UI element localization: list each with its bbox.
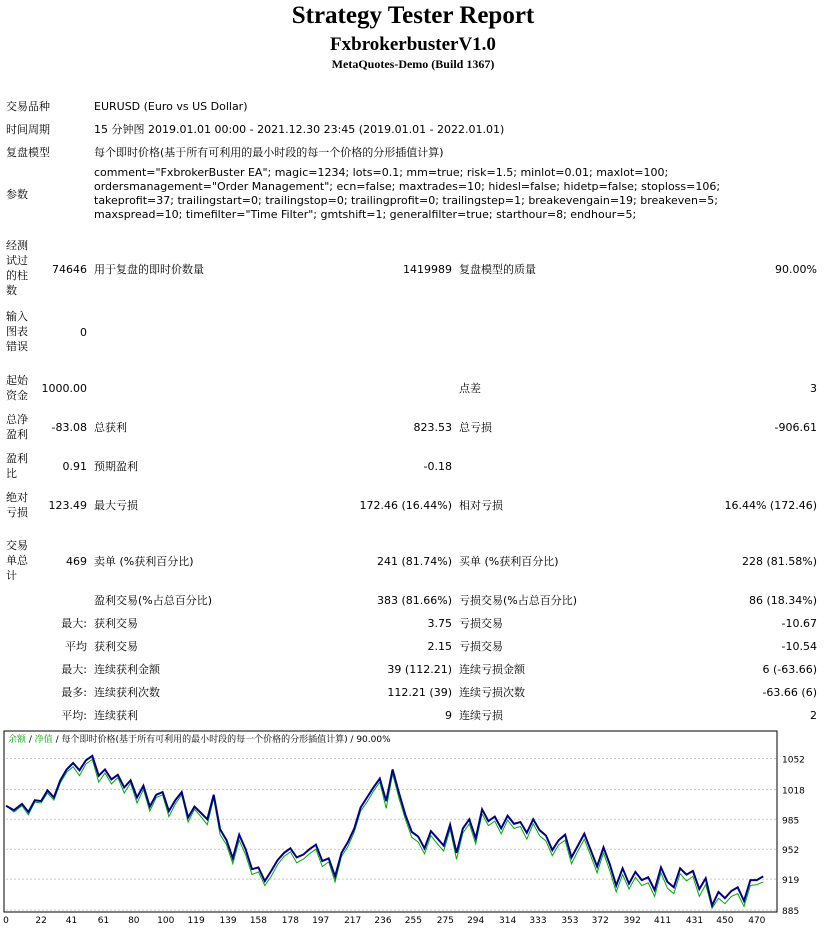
rel-dd-value: 16.44% (172.46): [724, 499, 817, 512]
gross-profit-value: 823.53: [413, 421, 452, 434]
x-tick-label: 236: [374, 916, 392, 926]
x-tick-label: 275: [436, 916, 454, 926]
maxcons-loss-label: 连续亏损金额: [459, 663, 525, 676]
x-tick-labels: [3, 916, 766, 926]
x-tick-label: 450: [716, 916, 734, 926]
x-tick-label: 470: [748, 916, 766, 926]
y-tick-label: 952: [782, 846, 800, 857]
maxcons-prefix: 最大:: [61, 663, 87, 676]
y-tick-label: 1018: [782, 786, 805, 797]
payoff-label: 预期盈利: [94, 460, 138, 473]
report-title: Strategy Tester Report: [291, 2, 535, 29]
x-tick-label: 431: [685, 916, 704, 926]
avgcons-loss-value: 2: [810, 709, 817, 722]
short-value: 241 (81.74%): [376, 555, 452, 568]
x-tick-label: 158: [249, 916, 268, 926]
maxconsp-win-label: 连续获利次数: [94, 686, 160, 699]
gross-loss-value: -906.61: [774, 421, 817, 434]
x-tick-label: 353: [561, 916, 579, 926]
largest-loss-value: -10.67: [781, 617, 817, 630]
short-label: 卖单 (%获利百分比): [94, 555, 194, 568]
x-tick-label: 80: [128, 916, 140, 926]
maxconsp-loss-label: 连续亏损次数: [459, 686, 525, 699]
abs-dd-label: 绝对亏损: [6, 491, 28, 519]
errors-label: 输入图表错误: [6, 310, 28, 353]
loss-value: 86 (18.34%): [748, 594, 817, 607]
gross-profit-label: 总获利: [94, 421, 127, 434]
x-tick-label: 41: [65, 916, 78, 926]
y-tick-label: 985: [782, 816, 800, 827]
period-value: 15 分钟图 2019.01.01 00:00 - 2021.12.30 23:45 (2019.01.01 - 2022.01.01): [94, 123, 505, 136]
x-tick-label: 314: [499, 916, 517, 926]
x-tick-label: 294: [467, 916, 485, 926]
y-tick-label: 885: [782, 907, 800, 917]
deposit-value: 1000.00: [41, 382, 87, 395]
x-tick-label: 100: [157, 916, 175, 926]
params-label: 参数: [6, 188, 28, 201]
bars-value: 74646: [52, 263, 87, 276]
y-tick-label: 919: [782, 876, 800, 887]
avg-win-value: 2.15: [427, 640, 452, 653]
errors-value: 0: [80, 326, 87, 339]
maxconsp-loss-value: -63.66 (6): [762, 686, 817, 699]
win-label: 盈利交易(%占总百分比): [94, 594, 213, 607]
quality-label: 复盘模型的质量: [459, 263, 536, 276]
balance-chart: [0, 730, 826, 929]
ticks-value: 1419989: [403, 263, 452, 276]
payoff-value: -0.18: [423, 460, 452, 473]
model-value: 每个即时价格(基于所有可利用的最小时段的每一个价格的分形插值计算): [94, 146, 444, 159]
ticks-label: 用于复盘的即时价数量: [94, 263, 204, 276]
x-tick-label: 333: [529, 916, 547, 926]
legend-balance: 余额: [8, 735, 27, 745]
avgcons-prefix: 平均:: [61, 709, 87, 722]
x-tick-label: 392: [623, 916, 641, 926]
bars-label: 经测试过的柱数: [6, 239, 28, 297]
x-tick-label: 217: [344, 916, 362, 926]
y-tick-labels: [782, 756, 805, 917]
x-tick-label: 178: [281, 916, 299, 926]
maxcons-win-value: 39 (112.21): [387, 663, 452, 676]
avg-win-label: 获利交易: [94, 640, 138, 653]
period-label: 时间周期: [6, 123, 50, 136]
x-tick-label: 22: [35, 916, 47, 926]
ea-name: FxbrokerbusterV1.0: [330, 34, 496, 55]
largest-prefix: 最大:: [61, 617, 87, 630]
x-tick-label: 197: [312, 916, 330, 926]
max-dd-label: 最大亏损: [94, 499, 138, 512]
abs-dd-value: 123.49: [48, 499, 87, 512]
maxconsp-prefix: 最多:: [61, 686, 87, 699]
avg-prefix: 平均: [65, 640, 87, 653]
maxcons-win-label: 连续获利金额: [94, 663, 160, 676]
long-label: 买单 (%获利百分比): [459, 555, 559, 568]
params-value: comment="FxbrokerBuster EA"; magic=1234; lots=0.1; mm=true; risk=1.5; minlot=0.01; maxlot=100; ordersmanagement="Order Management"; ecn=false; maxtrades=10; hidesl=false; hidetp=false; stoploss=106; takeprofit=37; trailingstart=0; trailingstop=0; trailingprofit=0; trailingstep=1; breakevengain=19; breakeven=5; maxspread=10; timefilter="Time Filter"; gmtshift=1; generalfilter=true; starthour=8; endhour=5;: [94, 166, 721, 221]
spread-label: 点差: [459, 382, 481, 395]
largest-win-value: 3.75: [427, 617, 452, 630]
x-tick-label: 139: [219, 916, 237, 926]
maxcons-loss-value: 6 (-63.66): [762, 663, 817, 676]
gross-loss-label: 总亏损: [459, 421, 492, 434]
symbol-label: 交易品种: [6, 100, 50, 113]
largest-loss-label: 亏损交易: [459, 617, 503, 630]
server-info: MetaQuotes-Demo (Build 1367): [331, 57, 495, 71]
spread-value: 3: [810, 382, 817, 395]
x-tick-label: 119: [187, 916, 205, 926]
avgcons-loss-label: 连续亏损: [459, 709, 503, 722]
avg-loss-value: -10.54: [781, 640, 817, 653]
trades-label: 交易单总计: [6, 539, 28, 582]
x-tick-label: 61: [97, 916, 110, 926]
quality-value: 90.00%: [775, 263, 817, 276]
net-value: -83.08: [51, 421, 87, 434]
avgcons-win-value: 9: [445, 709, 452, 722]
largest-win-label: 获利交易: [94, 617, 138, 630]
x-tick-label: 411: [653, 916, 672, 926]
x-tick-label: 255: [404, 916, 422, 926]
maxconsp-win-value: 112.21 (39): [387, 686, 452, 699]
y-tick-label: 1052: [782, 755, 805, 766]
chart-legend: [8, 733, 391, 745]
symbol-value: EURUSD (Euro vs US Dollar): [94, 100, 248, 113]
x-tick-label: 372: [591, 916, 609, 926]
net-label: 总净盈利: [6, 413, 28, 441]
model-label: 复盘模型: [6, 146, 50, 159]
max-dd-value: 172.46 (16.44%): [359, 499, 452, 512]
rel-dd-label: 相对亏损: [459, 499, 503, 512]
win-value: 383 (81.66%): [376, 594, 452, 607]
x-tick-label: 0: [3, 916, 9, 926]
long-value: 228 (81.58%): [741, 555, 817, 568]
loss-label: 亏损交易(%占总百分比): [459, 594, 578, 607]
avg-loss-label: 亏损交易: [459, 640, 503, 653]
pf-label: 盈利比: [6, 452, 28, 480]
legend-sep: /: [26, 735, 35, 745]
avgcons-win-label: 连续获利: [94, 709, 138, 722]
pf-value: 0.91: [62, 460, 87, 473]
legend-rest: / 每个即时价格(基于所有可利用的最小时段的每一个价格的分形插值计算) / 90.00%: [52, 735, 391, 745]
legend-equity: 净值: [34, 735, 53, 745]
trades-value: 469: [66, 555, 87, 568]
deposit-label: 起始资金: [6, 374, 28, 402]
